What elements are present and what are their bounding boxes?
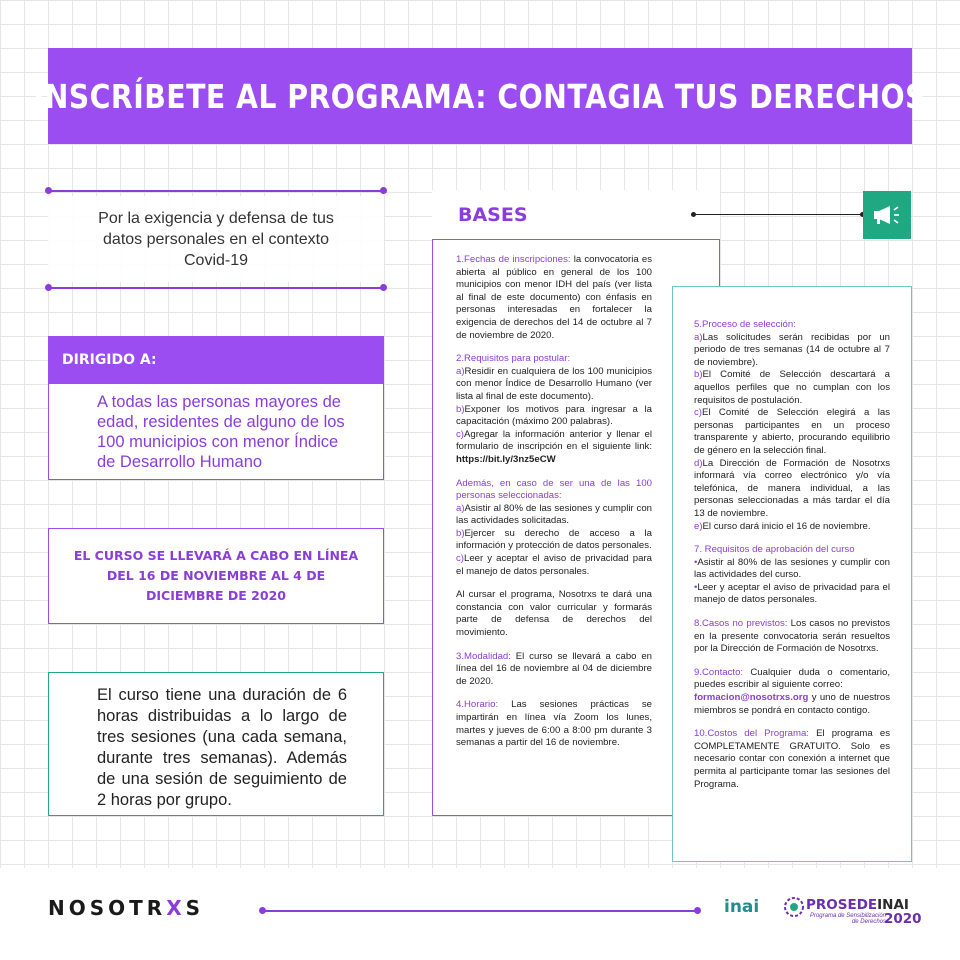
bases-modalidad: 3.Modalidad: El curso se llevará a cabo en línea del 16 de noviembre al 04 de diciembre de 2020.: [456, 650, 652, 687]
intro-text: Por la exigencia y defensa de tus datos personales en el contexto Covid-19: [48, 196, 384, 282]
bases-title: BASES: [432, 190, 720, 240]
bases-casos: 8.Casos no previstos: Los casos no previstos en la presente convocatoria serán resueltos por la Dirección de Formación de Nosotrxs.: [694, 618, 890, 655]
bases-horario: 4.Horario: Las sesiones prácticas se impartirán en línea vía Zoom los lunes, martes y jueves de 6:00 a 8:00 pm durante 3 semanas a partir del 16 de noviembre.: [456, 699, 652, 749]
dirigido-text: A todas las personas mayores de edad, residentes de alguno de los 100 municipios con menor Índice de Desarrollo Humano: [48, 384, 384, 480]
footer-divider: [262, 910, 698, 912]
bases-proceso: 5.Proceso de selección: a)Las solicitudes serán recibidas por un periodo de tres semanas (14 de octubre al 7 de noviembre). b)El Comité de Selección descartará a aquellos perfiles que no cumplan con los requisitos de postulación. c)El Comité de Selección elegirá a las personas participantes en un proceso transparente y abierto, procurando equilibrio de género en la selección final. d)La Dirección de Formación de Nosotrxs informará vía correo electrónico y/o vía telefónica, de manera individual, a las personas seleccionadas a más tardar el día 13 de noviembre. e)El curso dará inicio el 16 de noviembre.: [694, 319, 890, 532]
bases-fechas: 1.Fechas de inscripciones: la convocatoria es abierta al público en general de los 100 municipios con menor IDH del país (ver lista al final de este documento) con énfasis en personas interesadas en fortalecer la exigencia de derechos del 14 de octubre al 7 de noviembre de 2020.: [456, 254, 652, 341]
bases-contacto: 9.Contacto: Cualquier duda o comentario, puedes escribir al siguiente correo: formacion@nosotrxs.org y uno de nuestros miembros se pondrá en contacto contigo.: [694, 666, 890, 716]
bases-aprobacion: 7. Requisitos de aprobación del curso •Asistir al 80% de las sesiones y cumplir con las actividades del curso. •Leer y aceptar el aviso de privacidad para el manejo de datos personales.: [694, 544, 890, 606]
page-title: INSCRÍBETE AL PROGRAMA: CONTAGIA TUS DERECHOS: [33, 76, 927, 116]
registration-link[interactable]: https://bit.ly/3nz5eCW: [456, 453, 556, 465]
header-banner: [33, 48, 927, 144]
prosede-year: 2020: [884, 911, 922, 927]
bases-costos: 10.Costos del Programa: El programa es COMPLETAMENTE GRATUITO. Solo es necesario contar con conexión a internet que permita al participante tomar las sesiones del Programa.: [694, 728, 890, 790]
megaphone-icon: [863, 191, 911, 239]
dirigido-label: DIRIGIDO A:: [48, 336, 384, 384]
divider-top: [48, 190, 384, 192]
bases-constancia: Al cursar el programa, Nosotrxs te dará una constancia con valor curricular y formarás parte de defensa de derechos del movimiento.: [456, 589, 652, 639]
bases-seleccionadas: Además, en caso de ser una de las 100 personas seleccionadas: a)Asistir al 80% de las sesiones y cumplir con las actividades solicitadas. b)Ejercer su derecho de acceso a la información y protección de datos personales. c)Leer y aceptar el aviso de privacidad para el manejo de datos personales.: [456, 477, 652, 577]
connector-line: [693, 214, 863, 215]
bases-content: [456, 254, 652, 761]
bases-content-continued: [694, 319, 890, 802]
bases-requisitos: 2.Requisitos para postular: a)Residir en cualquiera de los 100 municipios con menor Índice de Desarrollo Humano (ver lista al final de este documento). b)Exponer los motivos para ingresar a la capacitación (máximo 200 palabras). c)Agregar la información anterior y llenar el formulario de inscripción en el siguiente link: https://bit.ly/3nz5eCW: [456, 353, 652, 465]
contact-email-link[interactable]: formacion@nosotrxs.org: [694, 692, 809, 704]
prosede-emblem-icon: [783, 896, 805, 918]
duracion-text: El curso tiene una duración de 6 horas distribuidas a lo largo de tres sesiones (una cada semana, durante tres semanas). Además de una sesión de seguimiento de 2 horas por grupo.: [48, 672, 384, 816]
prosede-subtitle: Programa de Sensibilización de Derechos: [809, 913, 886, 925]
inai-logo: inai: [724, 897, 760, 917]
nosotrxs-logo: NOSOTRXS: [48, 896, 205, 920]
divider-bottom: [48, 287, 384, 289]
prosede-logo: PROSEDEINAI: [806, 897, 909, 913]
curso-dates: EL CURSO SE LLEVARÁ A CABO EN LÍNEA DEL 16 DE NOVIEMBRE AL 4 DE DICIEMBRE DE 2020: [48, 528, 384, 624]
